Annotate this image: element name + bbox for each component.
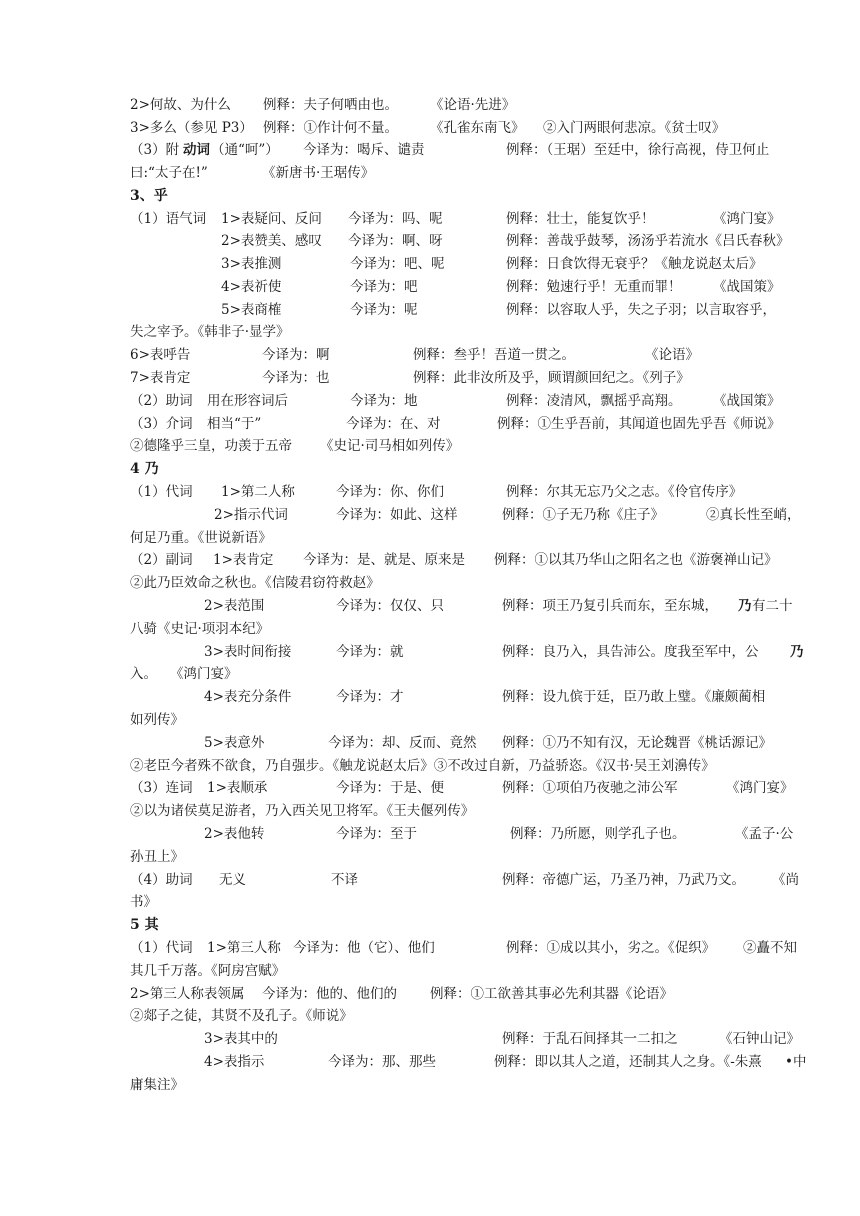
text-segment: 7>表肯定 — [130, 370, 191, 386]
text-segment: （1）代词 — [130, 484, 193, 500]
text-segment: 今译为：他的、他们的 — [262, 986, 397, 1002]
text-segment: 《战国策》 — [713, 279, 781, 295]
text-segment: （2）助词 — [130, 393, 193, 409]
text-segment: 《新唐书·王琚传》 — [262, 165, 375, 181]
text-segment: 今译为：仅仅、只 — [336, 598, 444, 614]
text-segment: 2>表范围 — [204, 598, 265, 614]
text-segment: 例释：此非汝所及乎，顾谓颜回纪之。《列子》 — [413, 370, 690, 386]
text-segment: 用在形容词后 — [207, 393, 288, 409]
text-segment: 今译为：至于 — [336, 826, 417, 842]
text-segment: 今译为：却、反而、竟然 — [328, 735, 477, 751]
text-segment: 《尚 — [772, 872, 799, 888]
text-segment: （3）介词 — [130, 416, 193, 432]
text-segment: 2>表他转 — [204, 826, 265, 842]
text-segment: 例释：乃所愿，则学孔子也。 — [510, 826, 686, 842]
text-segment: 例释：善哉乎鼓琴，汤汤乎若流水《吕氏春秋》 — [506, 233, 790, 249]
text-segment: 5 其 — [130, 917, 159, 933]
text-segment: •中 — [785, 1054, 807, 1070]
text-segment: 《鸿门宴》 — [713, 211, 781, 227]
text-segment: 2>表赞美、感叹 — [221, 233, 322, 249]
text-segment: 庸集注》 — [130, 1077, 184, 1093]
text-segment: 例释：设九傧于廷，臣乃敢上璧。《廉颇蔺相 — [502, 689, 766, 705]
text-segment: 例释：①成以其小，劣之。《促织》 — [506, 940, 716, 956]
text-segment: 2>何故、为什么 — [130, 97, 231, 113]
text-segment: ②德隆乎三皇，功羡于五帝 — [130, 438, 292, 454]
text-segment: 1>第三人称 — [207, 940, 281, 956]
text-segment: 今译为：啊、呀 — [348, 233, 443, 249]
text-segment: （2）副词 — [130, 552, 193, 568]
text-segment: 今译为：如此、这样 — [336, 507, 458, 523]
text-segment: 例释：于乱石间择其一二扣之 — [502, 1031, 678, 1047]
text-segment: 例释：①工欲善其事必先利其器《论语》 — [430, 986, 673, 1002]
text-segment: 例释：良乃入，具告沛公。度我至军中，公 — [502, 644, 759, 660]
text-segment: 书》 — [130, 894, 157, 910]
text-segment: （通“呵”） — [211, 142, 279, 158]
text-segment: 4>表祈使 — [221, 279, 282, 295]
text-segment: 4>表充分条件 — [204, 689, 292, 705]
text-segment: 孙丑上》 — [130, 849, 184, 865]
text-segment: 动词 — [183, 142, 210, 158]
text-segment: 今译为：啊 — [262, 347, 330, 363]
text-segment: 6>表呼告 — [130, 347, 191, 363]
text-segment: 例释：项王乃复引兵而东，至东城， — [502, 598, 718, 614]
text-segment: （1）代词 — [130, 940, 193, 956]
text-segment: 例释：日食饮得无衰乎？《触龙说赵太后》 — [506, 256, 763, 272]
text-segment: 例释：①以其乃华山之阳名之也《游褒禅山记》 — [494, 552, 778, 568]
text-segment: ②郯子之徒，其贤不及孔子。《师说》 — [130, 1008, 353, 1024]
text-segment: 例释：（王琚）至廷中，徐行高视，侍卫何止 — [506, 142, 770, 158]
text-segment: ②老臣今者殊不欲食，乃自强步。《触龙说赵太后》③不改过自新，乃益骄恣。《汉书·吴王刘濞传》 — [130, 758, 715, 774]
text-segment: 2>指示代词 — [214, 507, 288, 523]
text-segment: 相当“于” — [207, 416, 262, 432]
text-segment: 今译为：才 — [336, 689, 404, 705]
text-segment: 例释：帝德广运，乃圣乃神，乃武乃文。 — [502, 872, 745, 888]
text-segment: 今译为：吧 — [350, 279, 418, 295]
text-segment: 今译为：就 — [336, 644, 404, 660]
text-segment: 例释：①子无乃称《庄子》 — [502, 507, 664, 523]
text-segment: 例释：勉速行乎！无重而罪！ — [506, 279, 682, 295]
text-segment: 何足乃重。《世说新语》 — [130, 530, 272, 546]
text-segment: 今译为：呢 — [350, 302, 418, 318]
text-segment: （3）附 — [130, 142, 180, 158]
text-segment: 3>多么（参见 P3） — [130, 120, 253, 136]
text-segment: 《石钟山记》 — [719, 1031, 800, 1047]
text-segment: 3>表其中的 — [204, 1031, 278, 1047]
text-segment: ②此乃臣效命之秋也。《信陵君窃符救赵》 — [130, 575, 380, 591]
text-segment: 今译为：喝斥、谴责 — [303, 142, 425, 158]
text-segment: 八骑《史记·项羽本纪》 — [130, 621, 270, 637]
text-segment: 曰:“太子在!” — [130, 165, 208, 181]
text-segment: 例释：①作计何不量。 — [263, 120, 398, 136]
text-segment: 有二十 — [752, 598, 793, 614]
text-segment: 无义 — [219, 872, 246, 888]
text-segment: 4 乃 — [130, 461, 159, 477]
text-segment: （3）连词 — [130, 780, 193, 796]
text-segment: ②矗不知 — [743, 940, 797, 956]
text-segment: 今译为：也 — [262, 370, 330, 386]
text-segment: 如列传》 — [130, 712, 184, 728]
text-segment: ②真长性至峭， — [706, 507, 801, 523]
text-segment: 5>表商榷 — [221, 302, 282, 318]
text-segment: 1>表肯定 — [213, 552, 274, 568]
text-segment: 《战国策》 — [713, 393, 781, 409]
text-segment: 3>表推测 — [221, 256, 282, 272]
text-segment: 例释：壮士，能复饮乎！ — [506, 211, 655, 227]
text-segment: 3、乎 — [130, 188, 168, 204]
text-segment: 今译为：吗、呢 — [348, 211, 443, 227]
text-segment: ②入门两眼何悲凉。《贫士叹》 — [543, 120, 726, 136]
text-segment: ②以为诸侯莫足游者，乃入西关见卫将军。《王夫偃列传》 — [130, 803, 475, 819]
text-segment: 例释：①生乎吾前，其闻道也固先乎吾《师说》 — [497, 416, 781, 432]
text-segment: 今译为：地 — [350, 393, 418, 409]
text-segment: 《鸿门宴》 — [726, 780, 794, 796]
text-segment: 不译 — [331, 872, 358, 888]
text-segment: 1>第二人称 — [221, 484, 295, 500]
text-segment: 5>表意外 — [204, 735, 265, 751]
text-segment: 4>表指示 — [204, 1054, 265, 1070]
text-segment: 《论语·先进》 — [430, 97, 516, 113]
text-segment: 例释：以容取人乎，失之子羽；以言取容乎， — [506, 302, 776, 318]
text-segment: 例释：①项伯乃夜驰之沛公军 — [502, 780, 678, 796]
text-segment: 今译为：是、就是、原来是 — [303, 552, 465, 568]
text-segment: 今译为：那、那些 — [328, 1054, 436, 1070]
text-segment: 《孔雀东南飞》 — [430, 120, 525, 136]
text-segment: 例释：即以其人之道，还制其人之身。《-朱熹 — [494, 1054, 762, 1070]
text-segment: 1>表疑问、反问 — [221, 211, 322, 227]
text-segment: 其几千万落。《阿房宫赋》 — [130, 963, 286, 979]
text-segment: 例释：叁乎！吾道一贯之。 — [413, 347, 575, 363]
text-segment: 3>表时间衔接 — [204, 644, 292, 660]
text-segment: 《论语》 — [645, 347, 699, 363]
text-segment: 今译为：于是、便 — [336, 780, 444, 796]
text-segment: 《史记·司马相如列传》 — [320, 438, 460, 454]
text-segment: 入。 — [130, 666, 157, 682]
text-segment: 今译为：他（它）、他们 — [293, 940, 435, 956]
text-segment: 今译为：在、对 — [346, 416, 441, 432]
text-segment: 2>第三人称表领属 — [130, 986, 245, 1002]
text-segment: 例释：凌清风，飘摇乎高翔。 — [506, 393, 682, 409]
text-segment: 今译为：你、你们 — [336, 484, 444, 500]
text-segment: 例释：①乃不知有汉，无论魏晋《桃话源记》 — [502, 735, 772, 751]
text-segment: 今译为：吧、呢 — [350, 256, 445, 272]
text-segment: 《孟子·公 — [735, 826, 794, 842]
text-segment: 《鸿门宴》 — [170, 666, 238, 682]
text-segment: 1>表顺承 — [207, 780, 268, 796]
text-segment: 乃 — [790, 644, 804, 660]
text-segment: 乃 — [738, 598, 752, 614]
text-segment: 例释：尔其无忘乃父之志。《伶官传序》 — [506, 484, 743, 500]
text-segment: 失之宰予。《韩非子·显学》 — [130, 324, 290, 340]
text-segment: （1）语气词 — [130, 211, 207, 227]
text-segment: 例释：夫子何哂由也。 — [263, 97, 398, 113]
text-segment: （4）助词 — [130, 872, 193, 888]
